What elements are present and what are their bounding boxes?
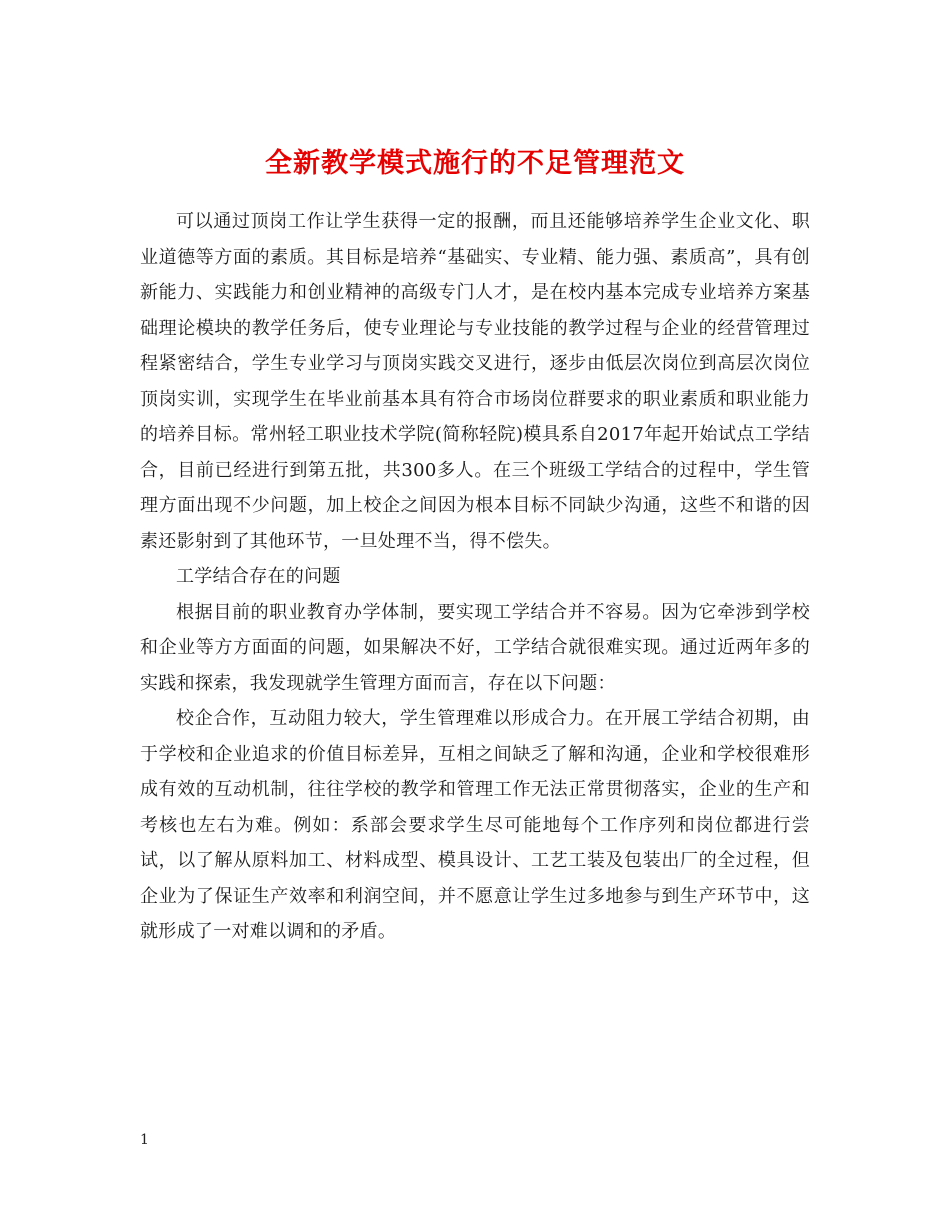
page-number: 1 (140, 1132, 149, 1148)
paragraph-problem: 校企合作，互动阻力较大，学生管理难以形成合力。在开展工学结合初期，由于学校和企业追求的价值目标差异，互相之间缺乏了解和沟通，企业和学校很难形成有效的互动机制，往往学校的教学和管理工作无法正常贯彻落实，企业的生产和考核也左右为难。例如：系部会要求学生尽可能地每个工作序列和岗位都进行尝试，以了解从原料加工、材料成型、模具设计、工艺工装及包装出厂的全过程，但企业为了保证生产效率和利润空间，并不愿意让学生过多地参与到生产环节中，这就形成了一对难以调和的矛盾。 (140, 708, 810, 942)
paragraph-intro: 可以通过顶岗工作让学生获得一定的报酬，而且还能够培养学生企业文化、职业道德等方面的素质。其目标是培养“基础实、专业精、能力强、素质高”，具有创新能力、实践能力和创业精神的高级专门人才，是在校内基本完成专业培养方案基础理论模块的教学任务后，使专业理论与专业技能的教学过程与企业的经营管理过程紧密结合，学生专业学习与顶岗实践交叉进行，逐步由低层次岗位到高层次岗位顶岗实训，实现学生在毕业前基本具有符合市场岗位群要求的职业素质和职业能力的培养目标。常州轻工职业技术学院(简称轻院)模具系自2017年起开始试点工学结合，目前已经进行到第五批，共300多人。在三个班级工学结合的过程中，学生管理方面出现不少问题，加上校企之间因为根本目标不同缺少沟通，这些不和谐的因素还影射到了其他环节，一旦处理不当，得不偿失。 (140, 211, 810, 552)
paragraph-context: 根据目前的职业教育办学体制，要实现工学结合并不容易。因为它牵涉到学校和企业等方方面面的问题，如果解决不好，工学结合就很难实现。通过近两年多的实践和探索，我发现就学生管理方面而言，存在以下问题： (140, 601, 810, 694)
section-heading: 工学结合存在的问题 (176, 566, 341, 587)
document-body (140, 204, 810, 950)
document-title: 全新教学模式施行的不足管理范文 (265, 148, 685, 180)
